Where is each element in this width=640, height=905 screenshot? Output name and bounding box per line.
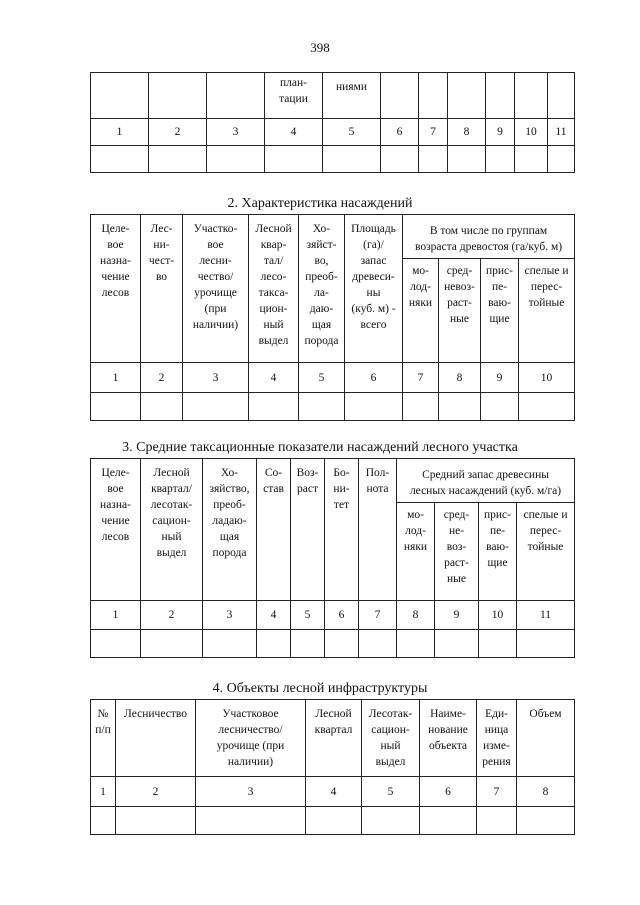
column-number: 9: [486, 119, 515, 146]
cell: [149, 73, 207, 119]
continuation-table: [90, 72, 575, 173]
section-title-2: 2. Характеристика насаждений: [227, 196, 413, 211]
header-cell: Лесотак- сацион- ный выдел: [362, 700, 420, 777]
header-cell: Лесной квар- тал/ лесо- такса- цион- ный выдел: [249, 215, 299, 363]
empty-row: [91, 807, 575, 835]
column-number: 1: [91, 777, 116, 807]
column-number: 1: [91, 119, 149, 146]
header-cell: Наиме- нование объекта: [420, 700, 477, 777]
header-cell: Лесной квартал: [306, 700, 362, 777]
column-number: 7: [403, 363, 439, 393]
column-number: 3: [207, 119, 265, 146]
column-number: 7: [419, 119, 448, 146]
header-cell: Участко- вое лесни- чество/ урочище (при наличии): [183, 215, 249, 363]
column-number: 2: [116, 777, 196, 807]
section-title-3: 3. Средние таксационные показатели насаждений лесного участка: [122, 440, 518, 455]
column-number: 4: [306, 777, 362, 807]
header-cell: Объем: [517, 700, 575, 777]
group-header-cell: В том числе по группам возраста древостоя (га/куб. м): [403, 215, 575, 259]
header-cell: сред- не- воз- раст- ные: [435, 503, 479, 601]
header-cell: Пол- нота: [359, 459, 397, 601]
column-number: 6: [345, 363, 403, 393]
column-number: 7: [359, 601, 397, 630]
cell: [548, 73, 575, 119]
header-cell: прис- пе- ваю- щие: [481, 259, 519, 363]
column-number: 2: [149, 119, 207, 146]
column-number: 6: [420, 777, 477, 807]
cell: [486, 73, 515, 119]
cell: [515, 73, 548, 119]
column-number: 8: [439, 363, 481, 393]
header-cell: Целе- вое назна- чение лесов: [91, 459, 141, 601]
column-number-row: [91, 777, 575, 807]
plantings-table: [90, 214, 575, 421]
column-number: 10: [515, 119, 548, 146]
column-number: 10: [519, 363, 575, 393]
header-cell: Хо- зяйство, преоб- ладаю- щая порода: [203, 459, 257, 601]
header-row: [91, 459, 575, 503]
header-cell: мо- лод- няки: [397, 503, 435, 601]
header-cell: Хо- зяйст- во, преоб- ла- даю- щая порода: [299, 215, 345, 363]
group-header-cell: Средний запас древесины лесных насаждений (куб. м/га): [397, 459, 575, 503]
taxation-table: [90, 458, 575, 658]
column-number: 3: [203, 601, 257, 630]
column-number: 5: [291, 601, 325, 630]
column-number: 11: [517, 601, 575, 630]
header-cell: Со- став: [257, 459, 291, 601]
column-number: 2: [141, 363, 183, 393]
header-cell: Участковое лесничество/ урочище (при наличии): [196, 700, 306, 777]
column-number: 1: [91, 363, 141, 393]
column-number: 6: [325, 601, 359, 630]
infrastructure-table: [90, 699, 575, 835]
cell: [207, 73, 265, 119]
empty-row: [91, 146, 575, 173]
cell: [448, 73, 486, 119]
column-number: 4: [257, 601, 291, 630]
header-cell: Лес- ни- чест- во: [141, 215, 183, 363]
header-cell: мо- лод- няки: [403, 259, 439, 363]
column-number-row: [91, 601, 575, 630]
cell: план- тации: [265, 73, 323, 119]
column-number: 10: [479, 601, 517, 630]
column-number: 5: [362, 777, 420, 807]
header-cell: Воз- раст: [291, 459, 325, 601]
header-cell: прис- пе- ваю- щие: [479, 503, 517, 601]
column-number: 1: [91, 601, 141, 630]
cell: [419, 73, 448, 119]
continuation-row: [91, 73, 575, 119]
header-row: [91, 215, 575, 259]
column-number: 6: [381, 119, 419, 146]
cell: [381, 73, 419, 119]
empty-row: [91, 393, 575, 421]
column-number: 4: [265, 119, 323, 146]
column-number: 3: [196, 777, 306, 807]
column-number: 9: [481, 363, 519, 393]
header-cell: Площадь (га)/ запас древеси- ны (куб. м) - всего: [345, 215, 403, 363]
column-number: 4: [249, 363, 299, 393]
cell: ниями: [323, 73, 381, 119]
section-title-4: 4. Объекты лесной инфраструктуры: [212, 681, 428, 696]
header-cell: сред- невоз- раст- ные: [439, 259, 481, 363]
header-cell: Еди- ница изме- рения: [477, 700, 517, 777]
column-number: 7: [477, 777, 517, 807]
column-number: 5: [323, 119, 381, 146]
column-number: 9: [435, 601, 479, 630]
column-number: 5: [299, 363, 345, 393]
column-number: 8: [397, 601, 435, 630]
column-number-row: [91, 119, 575, 146]
cell: [91, 73, 149, 119]
header-cell: спелые и перес- тойные: [519, 259, 575, 363]
column-number: 2: [141, 601, 203, 630]
header-row: [91, 700, 575, 777]
column-number-row: [91, 363, 575, 393]
column-number: 8: [448, 119, 486, 146]
header-cell: № п/п: [91, 700, 116, 777]
column-number: 11: [548, 119, 575, 146]
page-number: 398: [310, 40, 330, 55]
header-cell: Бо- ни- тет: [325, 459, 359, 601]
empty-row: [91, 630, 575, 658]
header-cell: Лесничество: [116, 700, 196, 777]
column-number: 8: [517, 777, 575, 807]
header-cell: Целе- вое назна- чение лесов: [91, 215, 141, 363]
header-cell: спелые и перес- тойные: [517, 503, 575, 601]
column-number: 3: [183, 363, 249, 393]
header-cell: Лесной квартал/ лесотак- сацион- ный выдел: [141, 459, 203, 601]
